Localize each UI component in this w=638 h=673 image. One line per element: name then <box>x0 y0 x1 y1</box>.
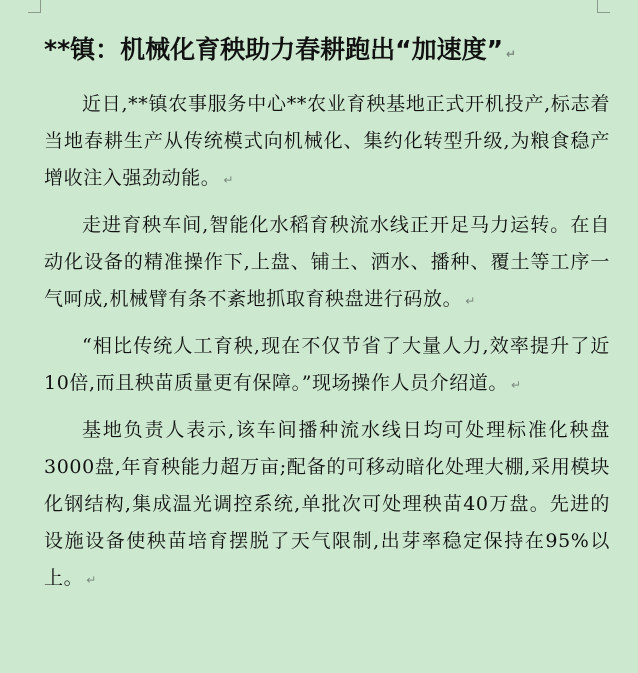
paragraph-mark-icon: ↵ <box>511 378 522 392</box>
paragraph-mark-icon: ↵ <box>223 173 234 187</box>
paragraph-mark-icon: ↵ <box>465 294 476 308</box>
paragraph-2 <box>44 207 610 320</box>
title-text: **镇：机械化育秧助力春耕跑出“加速度” <box>44 35 504 64</box>
paragraph-3 <box>44 328 610 404</box>
paragraph-text: 走进育秧车间,智能化水稻育秧流水线正开足马力运转。在自动化设备的精准操作下,上盘、铺土、洒水、播种、覆土等工序一气呵成,机械臂有条不紊地抓取育秧盘进行码放。 <box>44 214 610 310</box>
document-title <box>44 30 610 74</box>
document-page <box>44 30 610 607</box>
paragraph-text: 近日,**镇农事服务中心**农业育秧基地正式开机投产,标志着当地春耕生产从传统模式向机械化、集约化转型升级,为粮食稳产增收注入强劲动能。 <box>44 93 610 189</box>
paragraph-mark-icon: ↵ <box>86 573 97 587</box>
paragraph-4 <box>44 412 610 599</box>
page-corner-mark-right <box>597 0 610 13</box>
paragraph-text: “相比传统人工育秧,现在不仅节省了大量人力,效率提升了近10倍,而且秧苗质量更有保障。”现场操作人员介绍道。 <box>44 335 610 394</box>
paragraph-1 <box>44 86 610 199</box>
page-corner-mark-left <box>28 0 41 13</box>
paragraph-text: 基地负责人表示,该车间播种流水线日均可处理标准化秧盘3000盘,年育秧能力超万亩;配备的可移动暗化处理大棚,采用模块化钢结构,集成温光调控系统,单批次可处理秧苗40万盘。先进的设施设备使秧苗培育摆脱了天气限制,出芽率稳定保持在95%以上。 <box>44 419 610 589</box>
paragraph-mark-icon: ↵ <box>506 47 517 61</box>
